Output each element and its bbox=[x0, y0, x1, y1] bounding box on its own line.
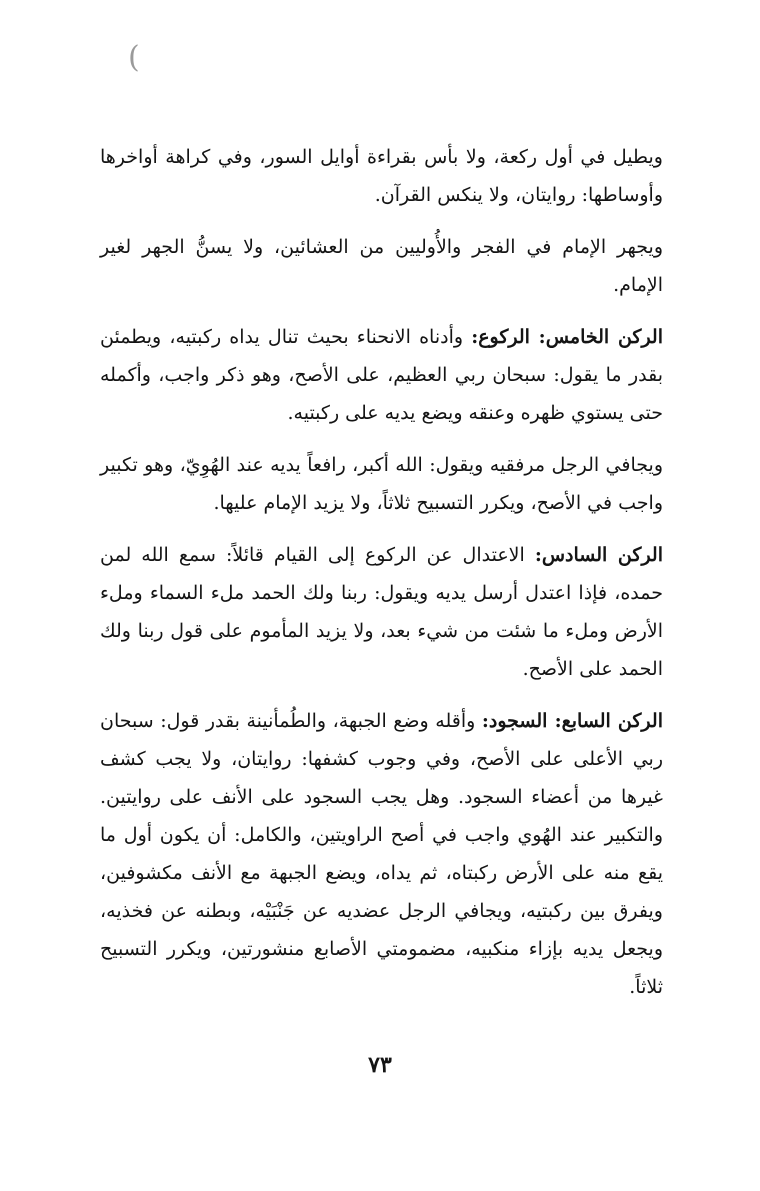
paragraph-1-text: ويطيل في أول ركعة، ولا بأس بقراءة أوايل السور، وفي كراهة أواخرها وأوساطها: روايتان، ولا ينكس القرآن. bbox=[100, 146, 663, 206]
paragraph-rukn-5-text: وأدناه الانحناء بحيث تنال يداه ركبتيه، ويطمئن بقدر ما يقول: سبحان ربي العظيم، على الأصح، وهو ذكر واجب، وأكمله حتى يستوي ظهره وعنقه ويضع يديه على ركبتيه. bbox=[100, 326, 663, 424]
paragraph-rukn-7-text: وأقله وضع الجبهة، والطُمأنينة بقدر قول: سبحان ربي الأعلى على الأصح، وفي وجوب كشفها: روايتان، ولا يجب كشف غيرها من أعضاء السجود. وهل يجب السجود على الأنف على روايتين. والتكبير عند الهُوي واجب في أصح الراويتين، والكامل: أن يكون أول ما يقع منه على الأرض ركبتاه، ثم يداه، ويضع الجبهة مع الأنف مكشوفين، ويفرق بين ركبتيه، ويجافي الرجل عضديه عن جَنْبَيْه، وبطنه عن فخذيه، ويجعل يديه بإزاء منكبيه، مضمومتي الأصابع منشورتين، ويكرر التسبيح ثلاثاً. bbox=[100, 710, 663, 998]
paragraph-2 bbox=[100, 228, 663, 304]
paragraph-rukn-6-text: الاعتدال عن الركوع إلى القيام قائلاً: سمع الله لمن حمده، فإذا اعتدل أرسل يديه ويقول: ربنا ولك الحمد ملء السماء وملء الأرض وملء ما شئت من شيء بعد، ولا يزيد المأموم على قول ربنا ولك الحمد على الأصح. bbox=[100, 544, 663, 680]
paragraph-1 bbox=[100, 138, 663, 214]
paragraph-2-text: ويجهر الإمام في الفجر والأُوليين من العشائين، ولا يسنُّ الجهر لغير الإمام. bbox=[100, 236, 663, 296]
paragraph-rukn-7-heading: الركن السابع: السجود: bbox=[481, 710, 663, 732]
page-body bbox=[100, 138, 663, 1020]
page-number: ٧٣ bbox=[368, 1052, 392, 1078]
paragraph-rukn-6 bbox=[100, 536, 663, 688]
header-parenthesis-mark: ( bbox=[128, 40, 140, 75]
paragraph-rukn-6-heading: الركن السادس: bbox=[534, 544, 663, 566]
paragraph-rukn-7 bbox=[100, 702, 663, 1006]
paragraph-4 bbox=[100, 446, 663, 522]
paragraph-4-text: ويجافي الرجل مرفقيه ويقول: الله أكبر، رافعاً يديه عند الهُوِيّ، وهو تكبير واجب في الأصح، ويكرر التسبيح ثلاثاً، ولا يزيد الإمام عليها. bbox=[100, 454, 663, 514]
paragraph-rukn-5-heading: الركن الخامس: الركوع: bbox=[471, 326, 664, 348]
paragraph-rukn-5 bbox=[100, 318, 663, 432]
